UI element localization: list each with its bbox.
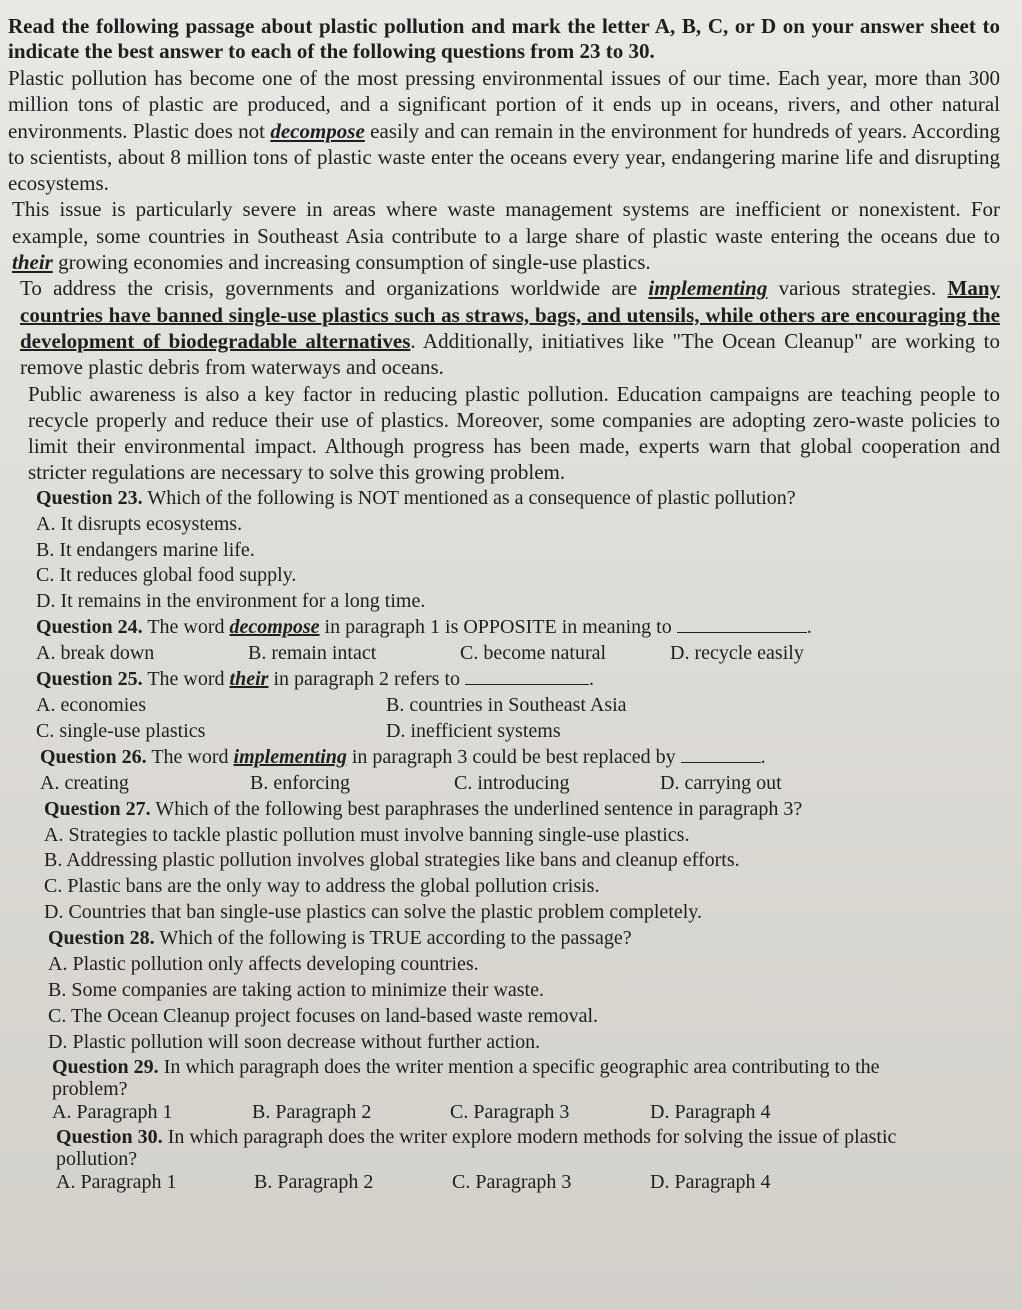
question-stem: In which paragraph does the writer explore modern methods for solving the issue of plastic pollution?: [56, 1125, 897, 1170]
highlighted-word-decompose: decompose: [270, 118, 365, 143]
paragraph-4: Public awareness is also a key factor in reducing plastic pollution. Education campaigns are teaching people to recycle properly and reduce their use of plastics. Moreover, some companies are adopting zero-waste policies to limit their environmental impact. Although progress has been made, experts warn that global cooperation and stricter regulations are necessary to solve this growing problem.: [28, 381, 1000, 485]
option: A. creating: [40, 771, 129, 794]
question-number: Question 26.: [40, 745, 147, 768]
option: D. It remains in the environment for a long time.: [36, 590, 426, 613]
option: B. Some companies are taking action to minimize their waste.: [48, 978, 544, 1001]
option: C. become natural: [460, 642, 607, 665]
question-29: [8, 1056, 1000, 1126]
option: D. inefficient systems: [386, 719, 561, 742]
highlighted-word-their: their: [12, 250, 53, 275]
highlighted-word: implementing: [233, 745, 347, 768]
highlighted-word: decompose: [229, 616, 320, 639]
question-number: Question 25.: [36, 668, 143, 691]
options-row: [52, 1100, 940, 1126]
options-row: [40, 771, 1000, 797]
option: C. Paragraph 3: [452, 1170, 572, 1193]
option: C. introducing: [454, 771, 570, 794]
instructions: Read the following passage about plastic pollution and mark the letter A, B, C, or D on your answer sheet to indicate the best answer to each of the following questions from 23 to 30.: [8, 14, 1000, 63]
answer-blank: [465, 683, 589, 685]
options-row: [36, 719, 1000, 745]
options-row: [56, 1170, 920, 1196]
options-row: [36, 641, 1000, 667]
option: A. It disrupts ecosystems.: [36, 512, 243, 535]
question-number: Question 27.: [44, 797, 151, 820]
question-number: Question 24.: [36, 616, 143, 639]
option: A. Strategies to tackle plastic pollution must involve banning single-use plastics.: [44, 823, 690, 846]
option: D. Plastic pollution will soon decrease without further action.: [48, 1030, 541, 1053]
paragraph-1: Plastic pollution has become one of the most pressing environmental issues of our time. Each year, more than 300 million tons of plastic are produced, and a significant portion of it ends up in oceans, rivers, and other natural environments. Plastic does not decompose easily and can remain in the environment for hundreds of years. According to scientists, about 8 million tons of plastic waste enter the oceans every year, endangering marine life and disrupting ecosystems.: [8, 66, 1000, 196]
question-number: Question 23.: [36, 486, 143, 509]
option: C. It reduces global food supply.: [36, 564, 297, 587]
option: A. break down: [36, 642, 155, 665]
underlined-sentence: Many countries have banned single-use plastics such as straws, bags, and utensils, while others are encouraging the development of biodegradable alternatives: [20, 276, 1001, 353]
option: D. recycle easily: [670, 642, 804, 665]
question-28: [8, 926, 1000, 1056]
question-stem: Which of the following best paraphrases the underlined sentence in paragraph 3?: [150, 797, 803, 820]
option: C. The Ocean Cleanup project focuses on land-based waste removal.: [48, 1004, 598, 1027]
question-30: [8, 1126, 1000, 1196]
option: B. Paragraph 2: [252, 1100, 372, 1123]
option: C. Paragraph 3: [450, 1100, 570, 1123]
option: A. Paragraph 1: [52, 1100, 173, 1123]
paragraph-3: To address the crisis, governments and organizations worldwide are implementing various strategies. Many countries have banned single-use plastics such as straws, bags, and utensils, while others are encouraging the development of biodegradable alternatives. Additionally, initiatives like "The Ocean Cleanup" are working to remove plastic debris from waterways and oceans.: [20, 276, 1001, 380]
question-stem: In which paragraph does the writer mention a specific geographic area contributing to the problem?: [52, 1055, 880, 1100]
question-26: Question 26. The word implementing in paragraph 3 could be best replaced by . A. creating B. enforcing C. introducing D. carrying out: [8, 745, 1000, 797]
option: A. Paragraph 1: [56, 1170, 177, 1193]
option: B. countries in Southeast Asia: [386, 694, 627, 716]
option: B. enforcing: [250, 771, 350, 794]
option: D. Paragraph 4: [650, 1100, 771, 1123]
answer-blank: [681, 761, 761, 763]
option: C. Plastic bans are the only way to address the global pollution crisis.: [44, 875, 600, 898]
option: B. remain intact: [248, 642, 377, 665]
option: B. Paragraph 2: [254, 1170, 374, 1193]
highlighted-word: their: [229, 668, 269, 691]
option: D. Paragraph 4: [650, 1170, 771, 1193]
question-number: Question 30.: [56, 1125, 163, 1148]
question-24: Question 24. The word decompose in paragraph 1 is OPPOSITE in meaning to . A. break down B. remain intact C. become natural D. recycle easily: [8, 615, 1000, 667]
highlighted-word-implementing: implementing: [648, 276, 768, 301]
answer-blank: [677, 631, 807, 633]
question-number: Question 28.: [48, 927, 155, 950]
question-stem: Which of the following is NOT mentioned as a consequence of plastic pollution?: [142, 486, 796, 509]
option: A. Plastic pollution only affects developing countries.: [48, 953, 479, 976]
question-stem: Which of the following is TRUE according to the passage?: [154, 927, 632, 950]
option: B. Addressing plastic pollution involves global strategies like bans and cleanup efforts.: [44, 849, 740, 872]
options-row: [36, 693, 1000, 719]
option: C. single-use plastics: [36, 719, 206, 742]
question-23: [8, 486, 1000, 616]
option: A. economies: [36, 694, 146, 716]
option: B. It endangers marine life.: [36, 538, 255, 561]
question-number: Question 29.: [52, 1055, 159, 1078]
option: D. Countries that ban single-use plastics can solve the plastic problem completely.: [44, 901, 702, 924]
question-27: [8, 797, 1000, 927]
paragraph-2: This issue is particularly severe in areas where waste management systems are inefficient or nonexistent. For example, some countries in Southeast Asia contribute to a large share of plastic waste entering the oceans due to their growing economies and increasing consumption of single-use plastics.: [12, 197, 1000, 275]
question-25: Question 25. The word their in paragraph 2 refers to . A. economies B. countries in Southeast Asia C. single-use plastics D. inefficient systems: [8, 667, 1000, 745]
option: D. carrying out: [660, 771, 782, 794]
